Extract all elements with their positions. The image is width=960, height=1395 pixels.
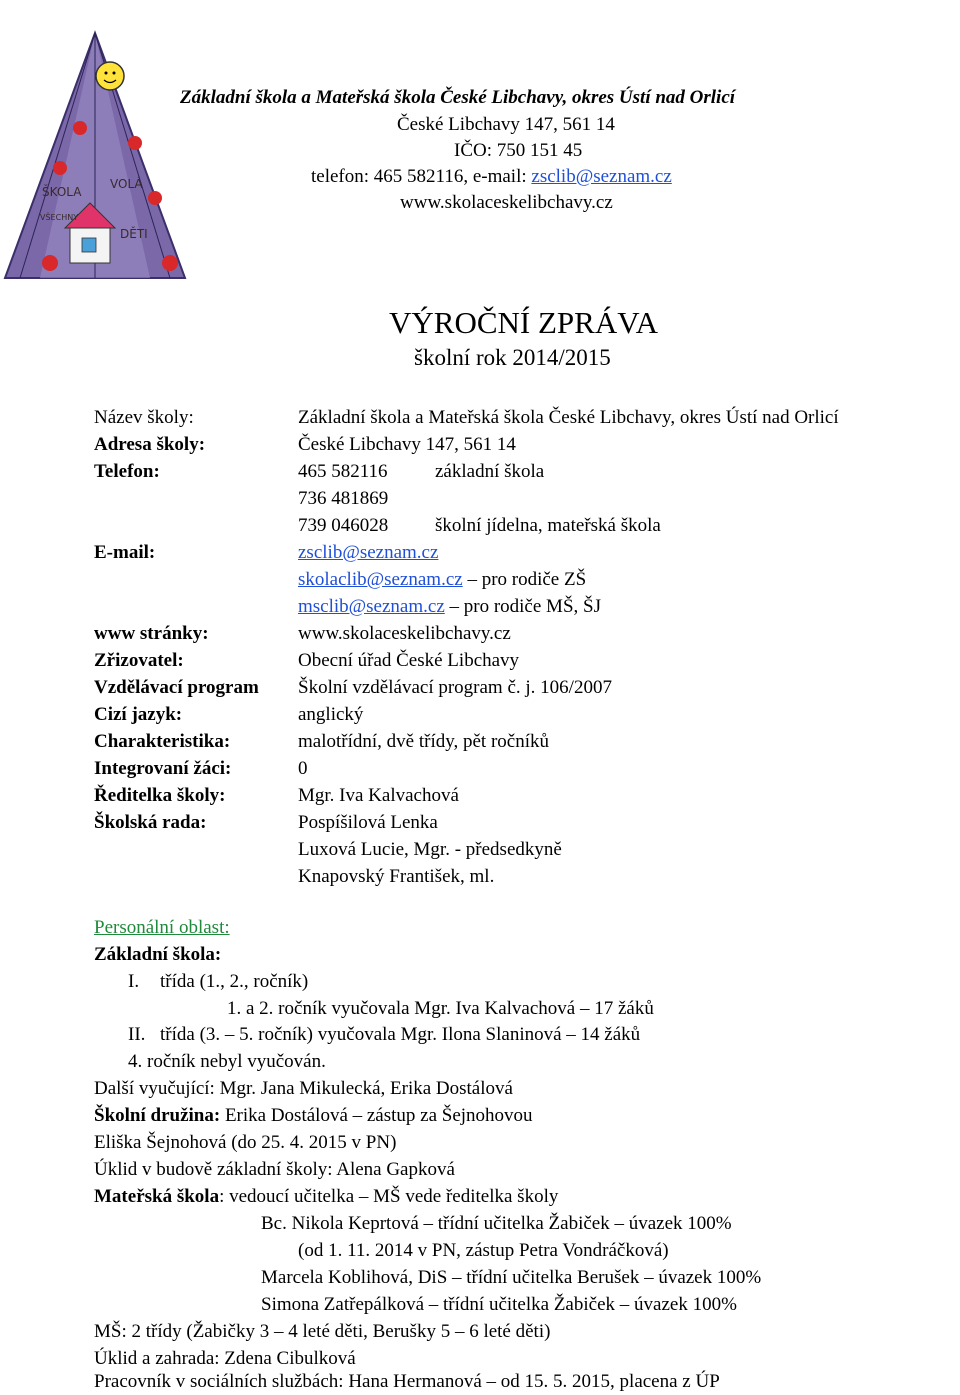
logo-text-vsechny: VŠECHNY [40, 213, 79, 222]
header-contact [311, 166, 672, 188]
uklid-zahrada: Úklid a zahrada: Zdena Cibulková [94, 1348, 356, 1369]
logo-text-vola: VOLÁ [110, 177, 143, 191]
ms-teacher-3: Simona Zatřepálková – třídní učitelka Žabiček – úvazek 100% [261, 1294, 737, 1315]
label-charakteristika: Charakteristika: [94, 731, 231, 752]
value-charakteristika: malotřídní, dvě třídy, pět ročníků [298, 731, 549, 752]
value-adresa: České Libchavy 147, 561 14 [298, 434, 516, 455]
label-reditelka: Ředitelka školy: [94, 785, 226, 806]
pracovnik-soc: Pracovník v sociálních službách: Hana Hermanová – od 15. 5. 2015, placena z ÚP [94, 1371, 720, 1392]
ms-teacher-2: Marcela Koblihová, DiS – třídní učitelka Berušek – úvazek 100% [261, 1267, 762, 1288]
trida2-text: třída (3. – 5. ročník) vyučovala Mgr. Ilona Slaninová – 14 žáků [160, 1024, 641, 1045]
value-rada-1: Pospíšilová Lenka [298, 812, 438, 833]
trida1-text: třída (1., 2., ročník) [160, 971, 309, 992]
ms-tridy: MŠ: 2 třídy (Žabičky 3 – 4 leté děti, Berušky 5 – 6 leté děti) [94, 1321, 551, 1342]
report-title: VÝROČNÍ ZPRÁVA [389, 305, 658, 340]
header-ico: IČO: 750 151 45 [454, 140, 583, 161]
value-telefon-1: 465 582116 [298, 461, 388, 482]
ms-teacher-1-note: (od 1. 11. 2014 v PN, zástup Petra Vondráčková) [298, 1240, 669, 1261]
label-nazev: Název školy: [94, 407, 194, 428]
value-integrovani: 0 [298, 758, 308, 779]
logo-text-deti: DĚTI [120, 227, 148, 241]
dalsi-vyucujici: Další vyučující: Mgr. Jana Mikulecká, Erika Dostálová [94, 1078, 513, 1099]
label-adresa: Adresa školy: [94, 434, 206, 455]
school-name-header: Základní škola a Mateřská škola České Libchavy, okres Ústí nad Orlicí [180, 87, 736, 108]
email-link-1[interactable]: zsclib@seznam.cz [298, 542, 439, 563]
value-program: Školní vzdělávací program č. j. 106/2007 [298, 677, 612, 698]
value-telefon-1-desc: základní škola [435, 461, 545, 482]
ms-teacher-1: Bc. Nikola Keprtová – třídní učitelka Žabiček – úvazek 100% [261, 1213, 732, 1234]
value-nazev: Základní škola a Mateřská škola České Libchavy, okres Ústí nad Orlicí [298, 407, 839, 428]
label-zrizovatel: Zřizovatel: [94, 650, 184, 671]
druzina-row [94, 1103, 533, 1129]
label-jazyk: Cizí jazyk: [94, 704, 183, 725]
section-heading-personal: Personální oblast: [94, 917, 230, 938]
druzina-label: Školní družina: [94, 1105, 221, 1126]
value-telefon-3: 739 046028 [298, 515, 389, 536]
label-telefon: Telefon: [94, 461, 160, 482]
value-telefon-3-desc: školní jídelna, mateřská škola [435, 515, 661, 536]
header-website[interactable]: www.skolaceskelibchavy.cz [400, 192, 613, 213]
label-email: E-mail: [94, 542, 156, 563]
header-email-link[interactable]: zsclib@seznam.cz [531, 166, 672, 187]
ms-row [94, 1184, 558, 1210]
value-zrizovatel: Obecní úřad České Libchavy [298, 650, 520, 671]
ms-label: Mateřská škola [94, 1186, 220, 1207]
sejnohova-note: Eliška Šejnohová (do 25. 4. 2015 v PN) [94, 1132, 397, 1153]
trida1-num: I. [128, 971, 140, 992]
email-link-3[interactable]: msclib@seznam.cz [298, 596, 445, 617]
druzina-value: Erika Dostálová – zástup za Šejnohovou [220, 1105, 533, 1126]
label-program: Vzdělávací program [94, 677, 259, 698]
trida2-num: II. [128, 1024, 146, 1045]
value-rada-3: Knapovský František, ml. [298, 866, 495, 887]
uklid-zs: Úklid v budově základní školy: Alena Gapková [94, 1159, 455, 1180]
ms-value: : vedoucí učitelka – MŠ vede ředitelka školy [219, 1186, 559, 1207]
header-phone: telefon: 465 582116, e-mail: [311, 166, 532, 187]
value-reditelka: Mgr. Iva Kalvachová [298, 785, 459, 806]
value-rada-2: Luxová Lucie, Mgr. - předsedkyně [298, 839, 562, 860]
label-integrovani: Integrovaní žáci: [94, 758, 232, 779]
zs-heading: Základní škola: [94, 944, 222, 965]
logo-text-skola: ŠKOLA [42, 185, 82, 199]
value-www[interactable]: www.skolaceskelibchavy.cz [298, 623, 511, 644]
email-3-desc: – pro rodiče MŠ, ŠJ [444, 596, 601, 617]
header-address: České Libchavy 147, 561 14 [397, 114, 615, 135]
label-rada: Školská rada: [94, 812, 207, 833]
rocnik4-note: 4. ročník nebyl vyučován. [128, 1051, 326, 1072]
report-subtitle: školní rok 2014/2015 [414, 345, 611, 370]
label-www: www stránky: [94, 623, 209, 644]
value-telefon-2: 736 481869 [298, 488, 389, 509]
email-2-desc: – pro rodiče ZŠ [462, 569, 587, 590]
email-row-3 [298, 594, 601, 620]
trida1-detail: 1. a 2. ročník vyučovala Mgr. Iva Kalvachová – 17 žáků [227, 998, 654, 1019]
school-logo-drawing [0, 28, 195, 283]
email-row-2 [298, 567, 586, 593]
value-jazyk: anglický [298, 704, 364, 725]
email-link-2[interactable]: skolaclib@seznam.cz [298, 569, 463, 590]
